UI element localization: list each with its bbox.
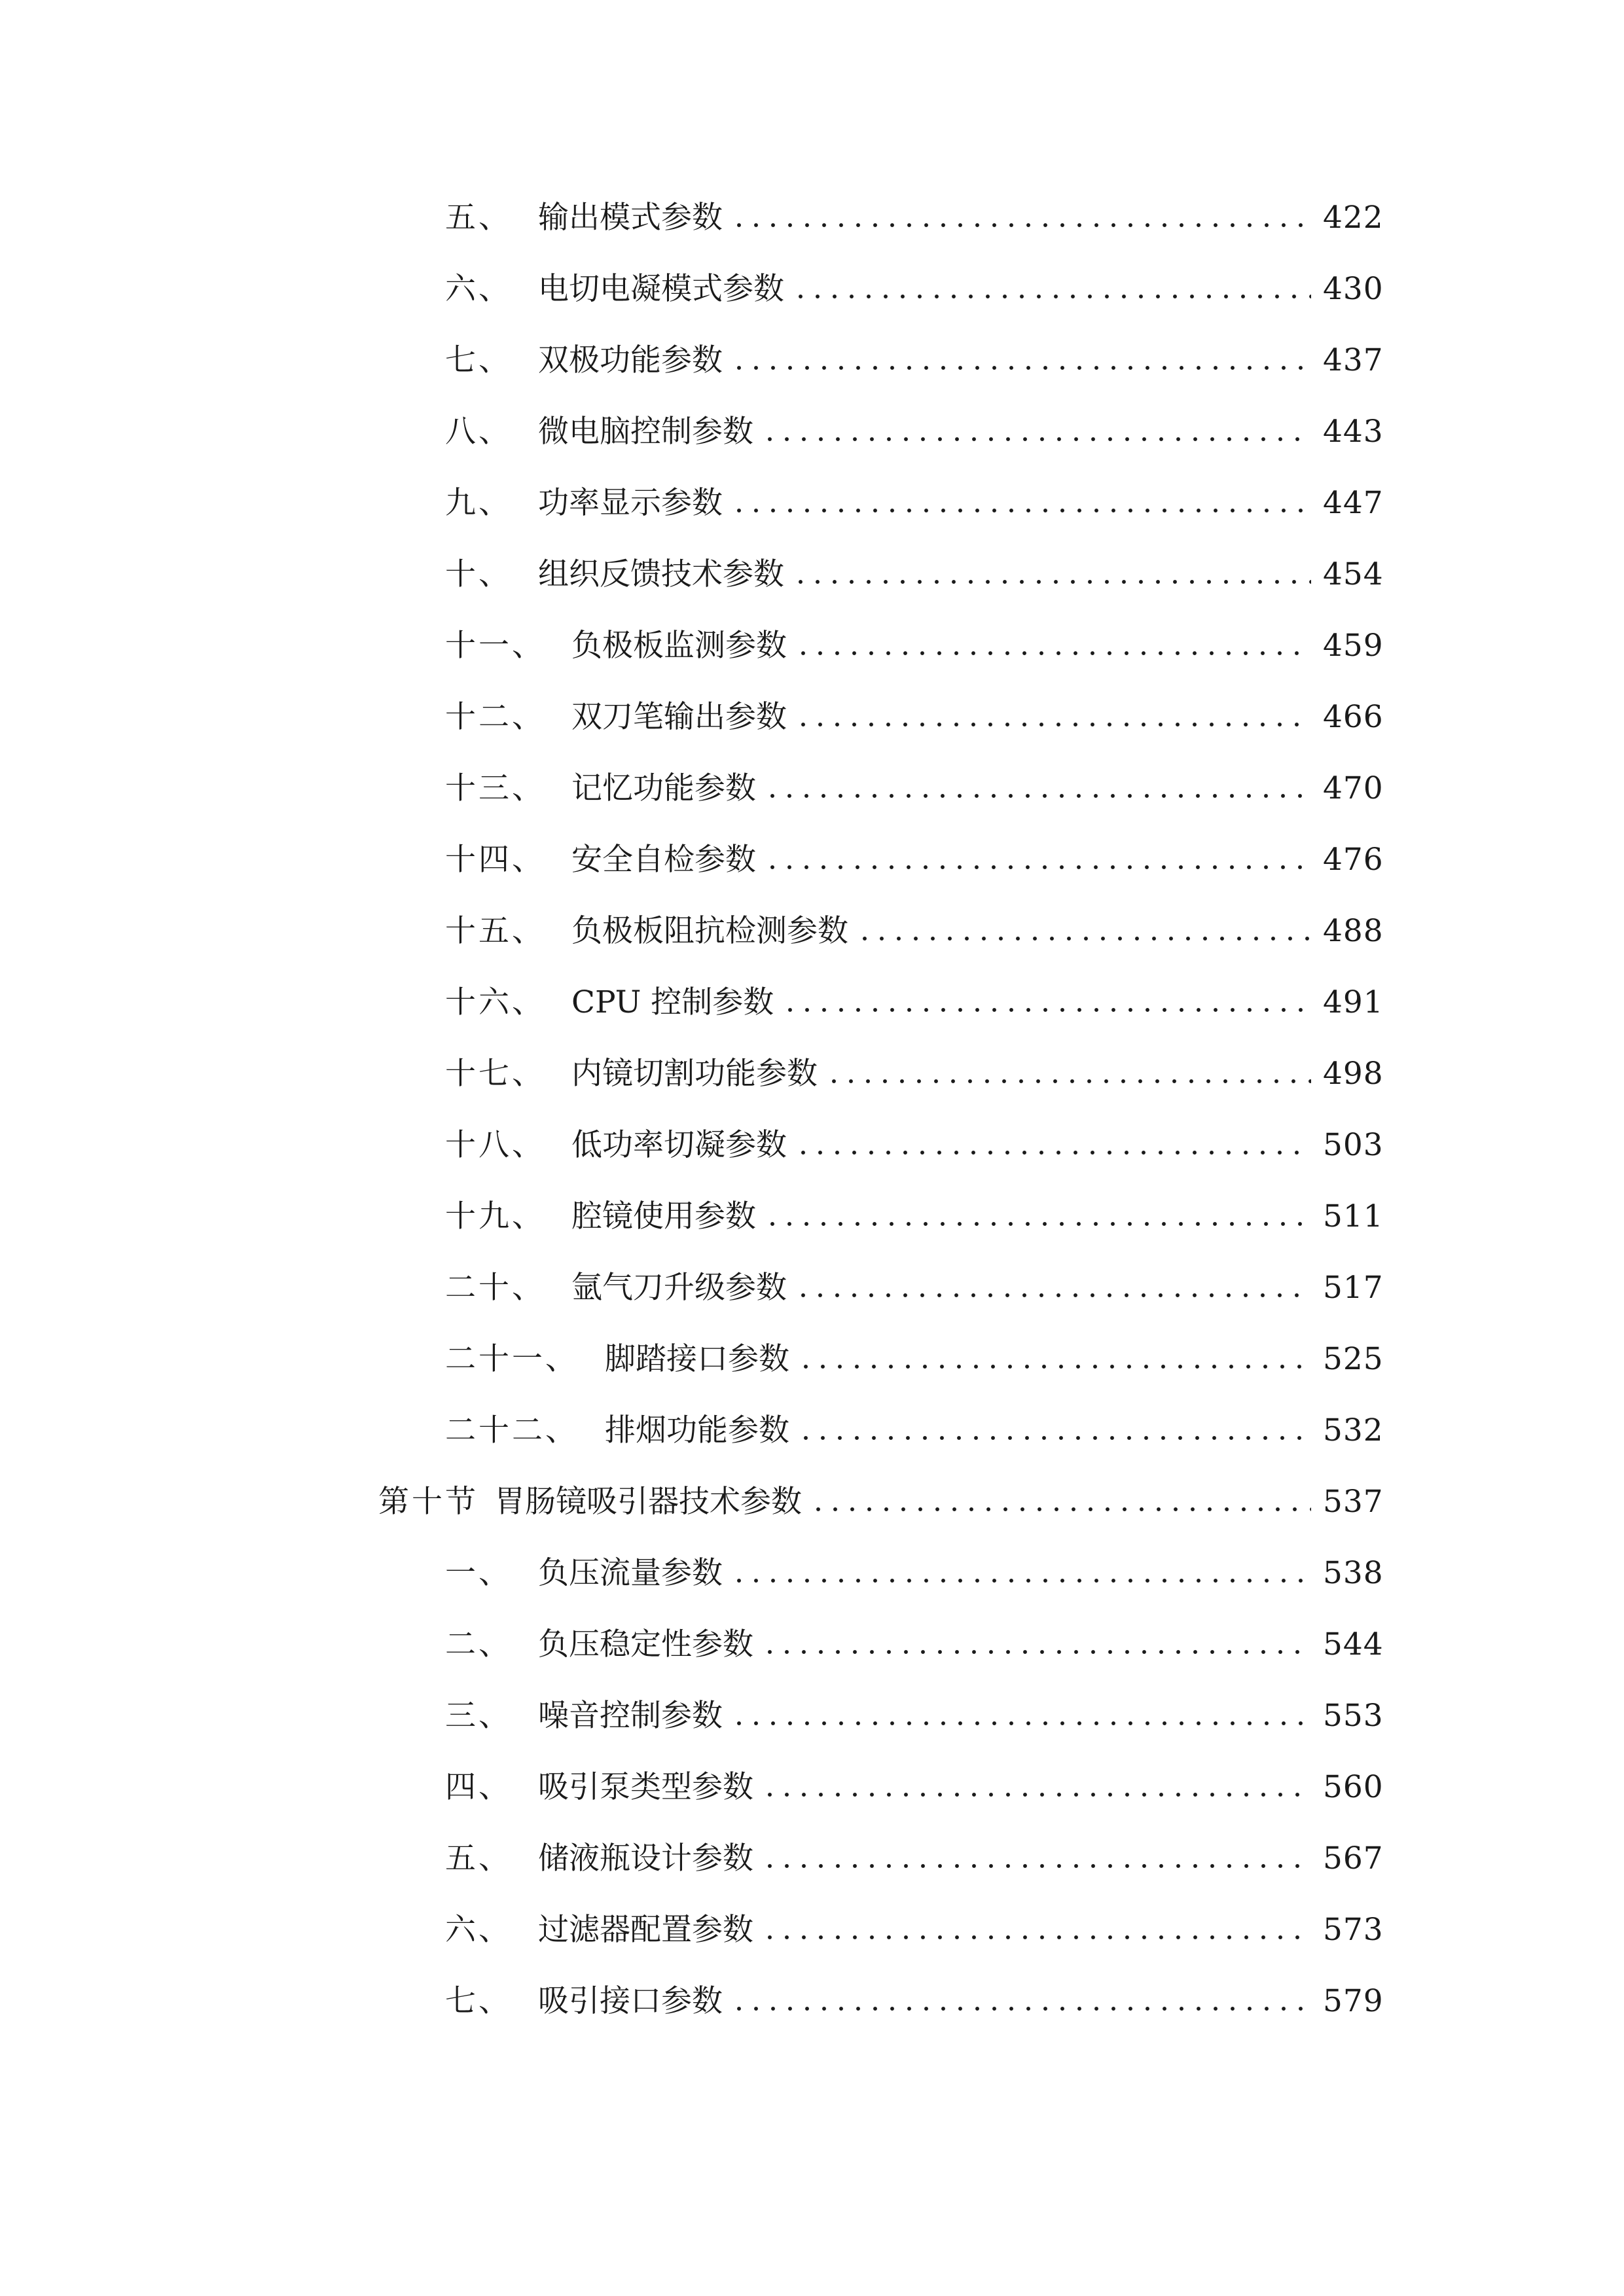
toc-leader-dots — [731, 223, 1311, 228]
toc-entry-title: CPU 控制参数 — [571, 984, 774, 1020]
toc-entry[interactable] — [445, 477, 1384, 529]
toc-entry-page: 573 — [1323, 1912, 1384, 1948]
toc-entry-page: 537 — [1323, 1484, 1384, 1520]
toc-entry-title: 组织反馈技术参数 — [538, 556, 784, 592]
toc-entry[interactable] — [445, 334, 1384, 387]
toc-entry-page: 553 — [1323, 1698, 1384, 1734]
toc-leader-dots — [795, 651, 1311, 656]
toc-entry-page: 544 — [1323, 1626, 1384, 1662]
toc-leader-dots — [731, 365, 1311, 370]
toc-entry-page: 430 — [1323, 271, 1384, 307]
toc-entry[interactable] — [445, 1119, 1384, 1172]
toc-leader-dots — [731, 2006, 1311, 2011]
toc-entry[interactable] — [445, 1547, 1384, 1600]
toc-entry-number: 十三、 — [445, 770, 545, 806]
toc-entry[interactable] — [445, 263, 1384, 315]
toc-leader-dots — [792, 579, 1311, 584]
toc-entry-page: 503 — [1323, 1127, 1384, 1163]
toc-entry-title: 负极板监测参数 — [571, 628, 787, 664]
toc-entry-page: 532 — [1323, 1412, 1384, 1448]
toc-entry-title: 储液瓶设计参数 — [538, 1840, 753, 1876]
toc-leader-dots — [761, 1649, 1311, 1655]
toc-section-title: 胃肠镜吸引器技术参数 — [494, 1484, 802, 1520]
toc-entry[interactable] — [445, 1904, 1384, 1956]
toc-entry-title: 负压流量参数 — [538, 1555, 723, 1591]
toc-entry-number: 十九、 — [445, 1198, 545, 1234]
toc-leader-dots — [795, 1150, 1311, 1155]
toc-entry-title: 内镜切割功能参数 — [571, 1056, 818, 1092]
toc-entry[interactable] — [445, 1975, 1384, 2028]
toc-entry-number: 十四、 — [445, 842, 545, 878]
toc-leader-dots — [764, 1221, 1311, 1227]
toc-leader-dots — [797, 1435, 1311, 1441]
toc-entry-number: 七、 — [445, 1983, 512, 2019]
toc-leader-dots — [761, 1935, 1311, 1940]
toc-entry-title: 过滤器配置参数 — [538, 1912, 753, 1948]
toc-entry[interactable] — [445, 192, 1384, 244]
toc-entry[interactable] — [445, 620, 1384, 672]
toc-entry-page: 437 — [1323, 342, 1384, 378]
toc-leader-dots — [731, 1721, 1311, 1726]
toc-entry-title: 功率显示参数 — [538, 485, 723, 521]
toc-leader-dots — [825, 1079, 1311, 1084]
toc-entry-page: 517 — [1323, 1270, 1384, 1306]
toc-section-entry[interactable] — [378, 1476, 1384, 1528]
toc-entry-page: 476 — [1323, 842, 1384, 878]
toc-entry-number: 七、 — [445, 342, 512, 378]
toc-entry-number: 十五、 — [445, 913, 545, 949]
toc-entry[interactable] — [445, 691, 1384, 744]
toc-entry-title: 负极板阻抗检测参数 — [571, 913, 848, 949]
toc-entry-title: 排烟功能参数 — [605, 1412, 789, 1448]
toc-entry-number: 十一、 — [445, 628, 545, 664]
toc-entry-number: 五、 — [445, 200, 512, 236]
toc-entry[interactable] — [445, 406, 1384, 458]
toc-entry-page: 470 — [1323, 770, 1384, 806]
toc-leader-dots — [792, 294, 1311, 299]
toc-entry-title: 安全自检参数 — [571, 842, 756, 878]
toc-entry-number: 二十一、 — [445, 1341, 579, 1377]
toc-entry-title: 低功率切凝参数 — [571, 1127, 787, 1163]
toc-entry[interactable] — [445, 1333, 1384, 1386]
toc-entry-number: 十六、 — [445, 984, 545, 1020]
toc-entry-number: 十、 — [445, 556, 512, 592]
toc-entry-number: 五、 — [445, 1840, 512, 1876]
toc-entry-title: 记忆功能参数 — [571, 770, 756, 806]
toc-entry[interactable] — [445, 1690, 1384, 1742]
toc-entry-page: 511 — [1323, 1198, 1384, 1234]
toc-entry-title: 负压稳定性参数 — [538, 1626, 753, 1662]
toc-entry-page: 488 — [1323, 913, 1384, 949]
toc-entry[interactable] — [445, 834, 1384, 886]
toc-entry-page: 454 — [1323, 556, 1384, 592]
toc-entry-title: 脚踏接口参数 — [605, 1341, 789, 1377]
toc-entry-number: 八、 — [445, 414, 512, 450]
toc-entry-page: 443 — [1323, 414, 1384, 450]
toc-entry-page: 491 — [1323, 984, 1384, 1020]
toc-entry-page: 525 — [1323, 1341, 1384, 1377]
toc-entry-title: 吸引泵类型参数 — [538, 1769, 753, 1805]
toc-entry[interactable] — [445, 1761, 1384, 1814]
toc-section-number: 第十节 — [378, 1484, 478, 1520]
toc-entry-title: 腔镜使用参数 — [571, 1198, 756, 1234]
toc-entry-number: 六、 — [445, 1912, 512, 1948]
toc-entry-number: 十八、 — [445, 1127, 545, 1163]
toc-entry-number: 九、 — [445, 485, 512, 521]
toc-entry[interactable] — [445, 1619, 1384, 1671]
toc-entry-page: 567 — [1323, 1840, 1384, 1876]
toc-entry-title: 双刀笔输出参数 — [571, 699, 787, 735]
toc-entry-page: 498 — [1323, 1056, 1384, 1092]
toc-entry[interactable] — [445, 1191, 1384, 1243]
toc-leader-dots — [761, 1863, 1311, 1869]
toc-entry[interactable] — [445, 1048, 1384, 1100]
toc-entry-title: 电切电凝模式参数 — [538, 271, 784, 307]
toc-leader-dots — [761, 437, 1311, 442]
toc-entry-number: 二十、 — [445, 1270, 545, 1306]
toc-leader-dots — [795, 1293, 1311, 1298]
toc-leader-dots — [731, 508, 1311, 513]
toc-entry-number: 二、 — [445, 1626, 512, 1662]
toc-leader-dots — [782, 1007, 1311, 1013]
toc-entry[interactable] — [445, 1262, 1384, 1314]
toc-entry[interactable] — [445, 977, 1384, 1029]
toc-leader-dots — [797, 1364, 1311, 1369]
toc-entry-number: 一、 — [445, 1555, 512, 1591]
toc-entry[interactable] — [445, 905, 1384, 958]
toc-entry-number: 十二、 — [445, 699, 545, 735]
toc-entry-page: 538 — [1323, 1555, 1384, 1591]
toc-entry[interactable] — [445, 1405, 1384, 1457]
toc-entry-title: 输出模式参数 — [538, 200, 723, 236]
toc-entry-title: 微电脑控制参数 — [538, 414, 753, 450]
toc-leader-dots — [856, 936, 1311, 941]
toc-leader-dots — [761, 1792, 1311, 1797]
toc-entry-page: 466 — [1323, 699, 1384, 735]
toc-entry[interactable] — [445, 548, 1384, 601]
toc-entry-page: 459 — [1323, 628, 1384, 664]
toc-entry-title: 噪音控制参数 — [538, 1698, 723, 1734]
toc-entry-title: 氩气刀升级参数 — [571, 1270, 787, 1306]
toc-leader-dots — [731, 1578, 1311, 1583]
toc-entry-page: 560 — [1323, 1769, 1384, 1805]
toc-entry-number: 六、 — [445, 271, 512, 307]
toc-entry-page: 422 — [1323, 200, 1384, 236]
toc-entry-page: 447 — [1323, 485, 1384, 521]
toc-entry-number: 二十二、 — [445, 1412, 579, 1448]
toc-leader-dots — [810, 1507, 1311, 1512]
toc-leader-dots — [764, 793, 1311, 798]
toc-entry-page: 579 — [1323, 1983, 1384, 2019]
toc-entry-title: 双极功能参数 — [538, 342, 723, 378]
toc-entry[interactable] — [445, 762, 1384, 815]
toc-entry-title: 吸引接口参数 — [538, 1983, 723, 2019]
toc-entry[interactable] — [445, 1833, 1384, 1885]
toc-entry-number: 四、 — [445, 1769, 512, 1805]
toc-leader-dots — [764, 865, 1311, 870]
toc-entry-number: 十七、 — [445, 1056, 545, 1092]
toc-entry-number: 三、 — [445, 1698, 512, 1734]
toc-leader-dots — [795, 722, 1311, 727]
